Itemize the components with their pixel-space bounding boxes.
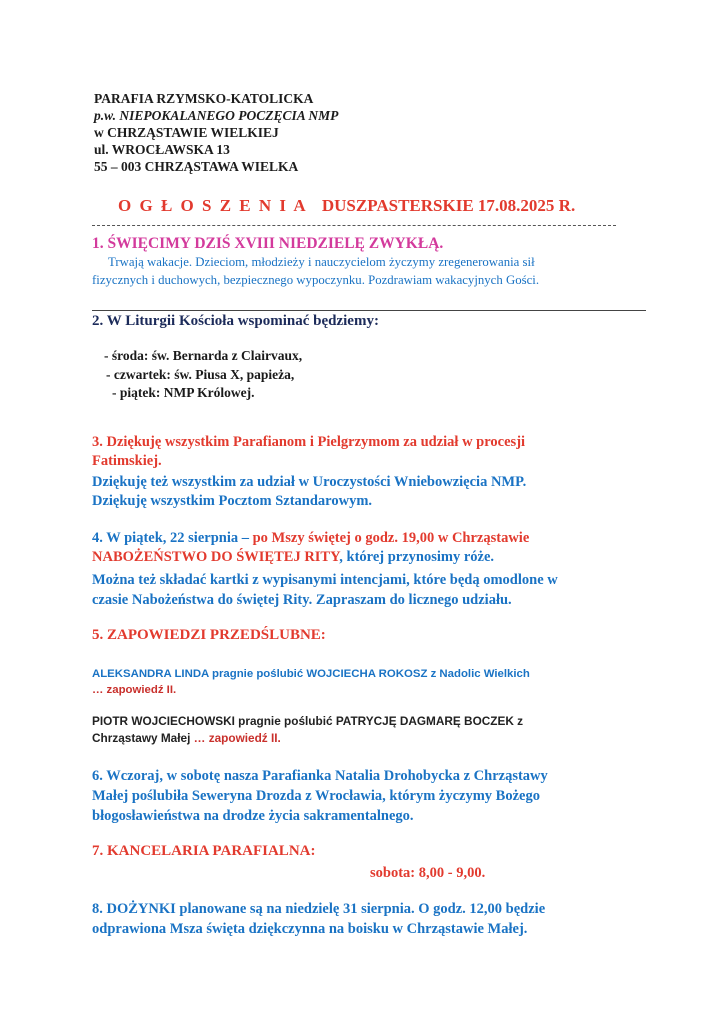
section-4-line4: czasie Nabożeństwa do świętej Rity. Zapraszam do licznego udziału. — [92, 592, 512, 608]
section-8-line1: 8. DOŻYNKI planowane są na niedzielę 31 sierpnia. O godz. 12,00 będzie — [92, 901, 546, 917]
section-1-heading: 1. ŚWIĘCIMY DZIŚ XVIII NIEDZIELĘ ZWYKŁĄ. — [92, 235, 444, 252]
liturgy-item-wednesday: - środa: św. Bernarda z Clairvaux, — [104, 348, 303, 363]
section-4-line1 — [92, 529, 529, 548]
section-3-line2: Fatimskiej. — [92, 453, 162, 469]
section-6-line3: błogosławieństwa na drodze życia sakramentalnego. — [92, 808, 414, 824]
parish-name: PARAFIA RZYMSKO-KATOLICKA — [94, 91, 314, 106]
section-6-line1: 6. Wczoraj, w sobotę nasza Parafianka Natalia Drohobycka z Chrząstawy — [92, 768, 548, 784]
section-1-line1: Trwają wakacje. Dzieciom, młodzieży i nauczycielom życzymy zregenerowania sił — [108, 255, 535, 269]
section-4-date: 4. W piątek, 22 sierpnia – — [92, 530, 253, 546]
liturgy-item-thursday: - czwartek: św. Piusa X, papieża, — [106, 367, 295, 382]
section-1-line2: fizycznych i duchowych, bezpiecznego wypoczynku. Pozdrawiam wakacyjnych Gości. — [92, 273, 540, 287]
title-part1: O G Ł O S Z E N I A — [118, 196, 308, 215]
parish-dedication: p.w. NIEPOKALANEGO POCZĘCIA NMP — [94, 108, 339, 123]
liturgy-item-friday: - piątek: NMP Królowej. — [112, 385, 255, 400]
title-part2: DUSZPASTERSKIE 17.08.2025 R. — [321, 196, 576, 215]
section-2-heading: 2. W Liturgii Kościoła wspominać będziemy: — [92, 313, 379, 329]
banns-2-note: … zapowiedź II. — [193, 731, 281, 745]
section-4-time: po Mszy świętej o godz. 19,00 w Chrząstawie — [252, 530, 530, 546]
section-5-heading: 5. ZAPOWIEDZI PRZEDŚLUBNE: — [92, 627, 326, 643]
document-title — [118, 196, 575, 216]
section-3-line1: 3. Dziękuję wszystkim Parafianom i Pielgrzymom za udział w procesji — [92, 434, 526, 450]
banns-1-line2: … zapowiedź II. — [92, 684, 177, 696]
section-7-heading: 7. KANCELARIA PARAFIALNA: — [92, 843, 316, 859]
section-divider — [92, 310, 646, 311]
section-6-line2: Małej poślubiła Seweryna Drozda z Wrocławia, którym życzymy Bożego — [92, 788, 540, 804]
section-4-line3: Można też składać kartki z wypisanymi intencjami, które będą omodlone w — [92, 572, 558, 588]
banns-2-line2 — [92, 731, 281, 745]
title-divider — [92, 225, 616, 226]
section-4-service: NABOŻEŃSTWO DO ŚWIĘTEJ RITY — [92, 549, 340, 565]
section-3-line4: Dziękuję wszystkim Pocztom Sztandarowym. — [92, 493, 373, 509]
office-hours: sobota: 8,00 - 9,00. — [370, 865, 486, 881]
banns-2-line1: PIOTR WOJCIECHOWSKI pragnie poślubić PATRYCJĘ DAGMARĘ BOCZEK z — [92, 714, 524, 728]
parish-street: ul. WROCŁAWSKA 13 — [94, 142, 230, 157]
parish-location: w CHRZĄSTAWIE WIELKIEJ — [94, 125, 279, 140]
section-4-line2 — [92, 548, 494, 567]
parish-postcode: 55 – 003 CHRZĄSTAWA WIELKA — [94, 159, 299, 174]
banns-1-line1: ALEKSANDRA LINDA pragnie poślubić WOJCIECHA ROKOSZ z Nadolic Wielkich — [92, 668, 530, 680]
banns-2-place: Chrząstawy Małej — [92, 731, 194, 745]
section-3-line3: Dziękuję też wszystkim za udział w Uroczystości Wniebowzięcia NMP. — [92, 474, 527, 490]
section-4-roses: , której przynosimy róże. — [339, 549, 495, 565]
section-8-line2: odprawiona Msza święta dziękczynna na boisku w Chrząstawie Małej. — [92, 921, 528, 937]
